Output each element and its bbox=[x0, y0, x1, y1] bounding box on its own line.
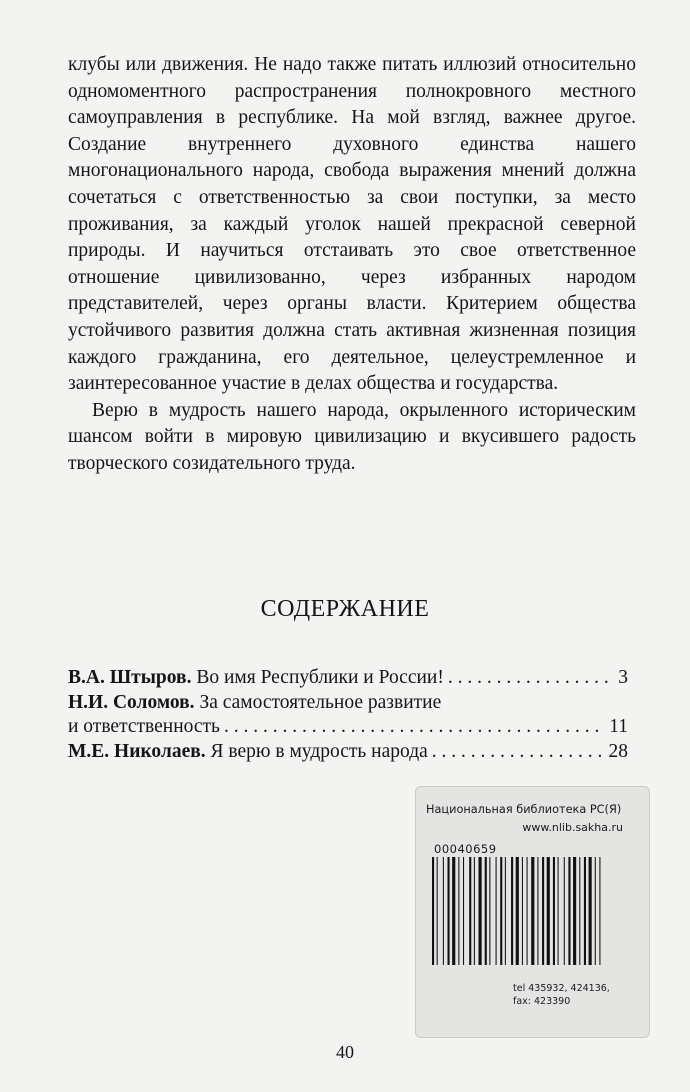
toc-leader bbox=[432, 740, 605, 765]
sticker-url: www.nlib.sakha.ru bbox=[522, 821, 623, 834]
page-number: 40 bbox=[336, 1042, 354, 1062]
toc-title-continuation: и ответственность bbox=[68, 716, 220, 738]
sticker-tel: tel 435932, 424136, bbox=[513, 983, 610, 994]
toc-page-number: 11 bbox=[609, 716, 628, 738]
toc-heading: СОДЕРЖАНИЕ bbox=[260, 596, 430, 622]
toc-leader bbox=[448, 666, 610, 691]
sticker-title: Национальная библиотека РС(Я) bbox=[426, 803, 622, 816]
paragraph: клубы или движения. Не надо также питать иллюзий относительно одномоментного распространения полнокровного местного самоуправления в республике. На мой взгляд, важнее другое. Создание внутреннего духовного единства нашего многонационального народа, свобода выражения мнений должна сочетаться с ответственностью за свои поступки, за место проживания, за каждый уголок нашей прекрасной северной природы. И научиться отстаивать это свое ответственное отношение цивилизованно, через избранных народом представителей, через органы власти. Критерием общества устойчивого развития должна стать активная жизненная позиция каждого гражданина, его деятельное, целеустремленное и заинтересованное участие в делах общества и государства. bbox=[68, 54, 636, 395]
toc-title: За самостоятельное развитие bbox=[199, 691, 442, 713]
toc-entry bbox=[68, 740, 628, 765]
barcode-icon bbox=[432, 857, 639, 965]
toc-leader bbox=[224, 715, 605, 740]
toc-title: Во имя Республики и России! bbox=[196, 667, 444, 688]
toc-page-number: 3 bbox=[618, 667, 628, 688]
toc-entry bbox=[68, 691, 628, 740]
toc-author: В.А. Штыров. bbox=[68, 667, 192, 688]
paragraph: Верю в мудрость нашего народа, окрыленного историческим шансом войти в мировую цивилизацию и вкусившего радость творческого созидательного труда. bbox=[68, 399, 636, 474]
toc-author: Н.И. Соломов. bbox=[68, 691, 195, 713]
toc-page-number: 28 bbox=[608, 740, 628, 762]
sticker-barcode-number: 00040659 bbox=[434, 842, 497, 856]
toc-author: М.Е. Николаев. bbox=[68, 740, 206, 762]
toc-title: Я верю в мудрость народа bbox=[210, 740, 428, 762]
sticker-fax: fax: 423390 bbox=[513, 996, 571, 1007]
body-text bbox=[68, 52, 636, 478]
table-of-contents bbox=[68, 666, 628, 764]
library-barcode-sticker bbox=[415, 786, 650, 1038]
toc-entry bbox=[68, 666, 628, 691]
